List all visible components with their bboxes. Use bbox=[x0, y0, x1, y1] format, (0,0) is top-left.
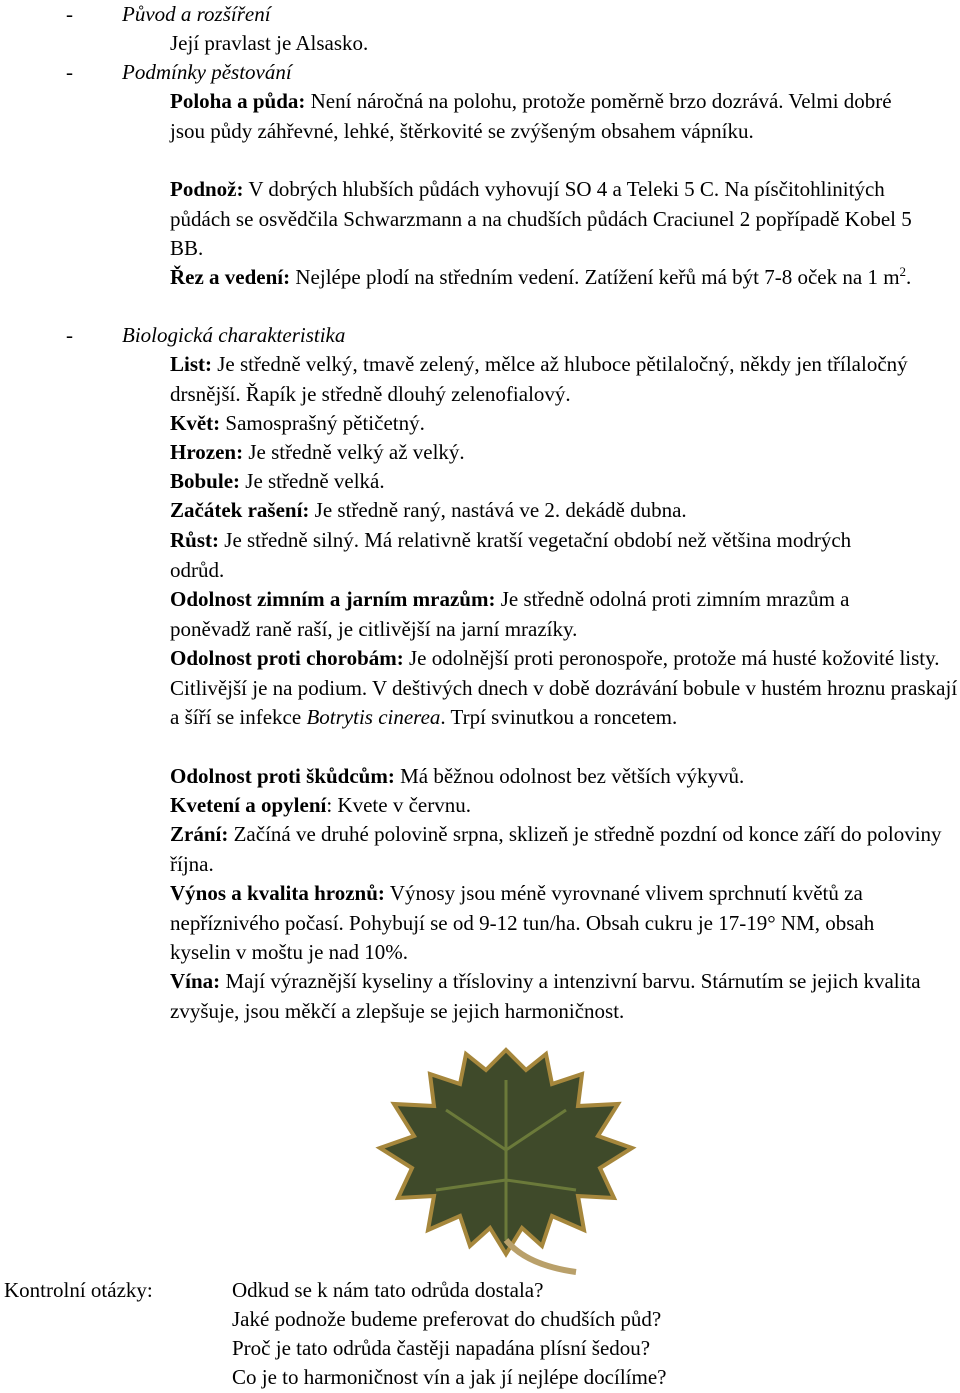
paragraph-wines bbox=[170, 967, 950, 1026]
text-budbreak: Je středně raný, nastává ve 2. dekádě dubna. bbox=[309, 498, 687, 522]
question-item: Proč je tato odrůda častěji napadána plísní šedou? bbox=[232, 1336, 651, 1360]
label-leaf: List: bbox=[170, 352, 212, 376]
text-botrytis: Botrytis cinerea bbox=[306, 705, 441, 729]
paragraph-leaf bbox=[170, 350, 958, 409]
label-flower: Květ: bbox=[170, 411, 221, 435]
text-wines: Mají výraznější kyseliny a třísloviny a intenzivní barvu. Stárnutím se jejich kvalita zvyšuje, jsou měkčí a zlepšuje se jejich harmoničnost. bbox=[170, 969, 921, 1023]
text-disease-resistance: Je odolnější proti peronospoře, protože má husté kožovité listy. Citlivější je na podium. V deštivých dnech v době dozrávání bobule v hustém hroznu praskají a šíří se infekce bbox=[170, 646, 958, 729]
text-frost-resistance: Je středně odolná proti zimním mrazům a poněvadž raně raší, je citlivější na jarní mrazíky. bbox=[170, 587, 850, 641]
text-yield: Výnosy jsou méně vyrovnané vlivem sprchnutí květů za nepříznivého počasí. Pohybují se od 9-12 tun/ha. Obsah cukru je 17-19° NM, obsah kyselin v moštu je nad 10%. bbox=[170, 881, 875, 964]
text-pruning-tail: . bbox=[906, 265, 912, 289]
paragraph-pruning bbox=[170, 263, 940, 293]
text-rootstock: V dobrých hlubších půdách vyhovují SO 4 a Teleki 5 C. Na písčitohlinitých půdách se osvědčila Schwarzmann a na chudších půdách Craciunel 2 popřípadě Kobel 5 BB. bbox=[170, 177, 912, 260]
question-item: Jaké podnože budeme preferovat do chudších půd? bbox=[232, 1307, 662, 1331]
text-ripening: Začíná ve druhé polovině srpna, sklizeň je středně pozdní od konce září do poloviny října. bbox=[170, 822, 942, 876]
text-pest-resistance: Má běžnou odolnost bez větších výkyvů. bbox=[394, 764, 745, 788]
origin-text: Její pravlast je Alsasko. bbox=[170, 31, 369, 55]
text-location-soil: Není náročná na polohu, protože poměrně brzo dozrává. Velmi dobré jsou půdy záhřevné, lehké, štěrkovité se zvýšeným obsahem vápníku. bbox=[170, 89, 892, 143]
paragraph-pest-resistance bbox=[170, 762, 958, 792]
paragraph-berry bbox=[170, 467, 958, 497]
label-rootstock: Podnož: bbox=[170, 177, 244, 201]
question-item: Co je to harmoničnost vín a jak jí nejlépe docílíme? bbox=[232, 1365, 667, 1389]
paragraph-location-soil bbox=[170, 87, 930, 146]
label-ripening: Zrání: bbox=[170, 822, 229, 846]
label-cluster: Hrozen: bbox=[170, 440, 244, 464]
label-pest-resistance: Odolnost proti škůdcům: bbox=[170, 764, 395, 788]
paragraph-ripening bbox=[170, 820, 945, 879]
paragraph-flower bbox=[170, 409, 958, 439]
label-budbreak: Začátek rašení: bbox=[170, 498, 310, 522]
questions-list bbox=[232, 1276, 666, 1392]
paragraph-disease-resistance bbox=[170, 644, 958, 733]
paragraph-growth bbox=[170, 526, 910, 585]
paragraph-frost-resistance bbox=[170, 585, 890, 644]
paragraph-rootstock bbox=[170, 175, 930, 264]
section-dash: - bbox=[66, 60, 73, 84]
questions-label: Kontrolní otázky: bbox=[4, 1278, 153, 1302]
section-dash: - bbox=[66, 323, 73, 347]
text-disease-tail: . Trpí svinutkou a roncetem. bbox=[440, 705, 678, 729]
label-disease-resistance: Odolnost proti chorobám: bbox=[170, 646, 404, 670]
section-dash: - bbox=[66, 2, 73, 26]
label-yield: Výnos a kvalita hroznů: bbox=[170, 881, 385, 905]
label-pruning: Řez a vedení: bbox=[170, 265, 291, 289]
label-flowering: Kvetení a opylení bbox=[170, 793, 327, 817]
text-cluster: Je středně velký až velký. bbox=[243, 440, 465, 464]
text-pruning: Nejlépe plodí na středním vedení. Zatížení keřů má být 7-8 oček na 1 m bbox=[290, 265, 900, 289]
text-flower: Samosprašný pětičetný. bbox=[220, 411, 425, 435]
superscript-2: 2 bbox=[899, 264, 907, 279]
text-growth: Je středně silný. Má relativně kratší vegetační období než většina modrých odrůd. bbox=[170, 528, 852, 582]
text-flowering: : Kvete v červnu. bbox=[326, 793, 471, 817]
label-berry: Bobule: bbox=[170, 469, 241, 493]
paragraph-yield bbox=[170, 879, 940, 968]
question-item: Odkud se k nám tato odrůda dostala? bbox=[232, 1278, 544, 1302]
grape-leaf-illustration bbox=[356, 1040, 656, 1280]
section-title-cultivation: Podmínky pěstování bbox=[122, 60, 292, 84]
paragraph-cluster bbox=[170, 438, 958, 468]
label-growth: Růst: bbox=[170, 528, 220, 552]
paragraph-flowering bbox=[170, 791, 958, 821]
label-location-soil: Poloha a půda: bbox=[170, 89, 306, 113]
section-title-biology: Biologická charakteristika bbox=[122, 323, 346, 347]
paragraph-budbreak bbox=[170, 496, 958, 526]
section-title-origin: Původ a rozšíření bbox=[122, 2, 271, 26]
text-leaf: Je středně velký, tmavě zelený, mělce až hluboce pětilaločný, někdy jen třílaločný drsnější. Řapík je středně dlouhý zelenofialový. bbox=[170, 352, 908, 406]
text-berry: Je středně velká. bbox=[240, 469, 385, 493]
label-wines: Vína: bbox=[170, 969, 221, 993]
label-frost-resistance: Odolnost zimním a jarním mrazům: bbox=[170, 587, 496, 611]
